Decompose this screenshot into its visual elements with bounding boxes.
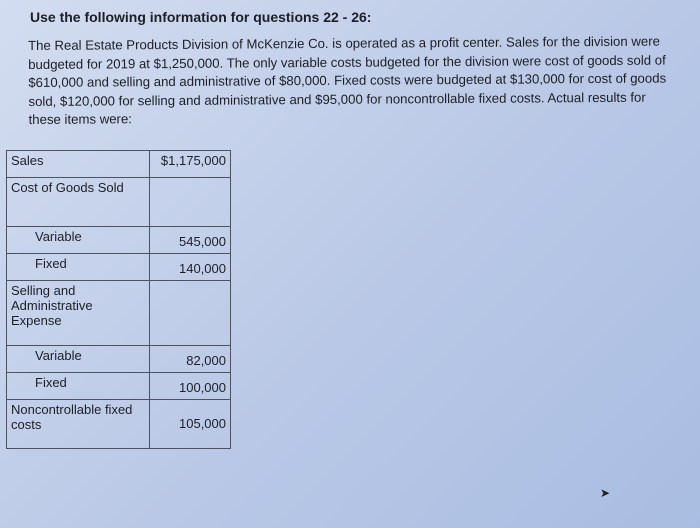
- table-row: [7, 373, 231, 400]
- sga-variable-label: Variable: [7, 346, 150, 373]
- sales-value: $1,175,000: [150, 151, 231, 178]
- cogs-variable-label: Variable: [7, 227, 150, 254]
- noncontrollable-label: Noncontrollable fixed costs: [7, 400, 150, 449]
- problem-paragraph: The Real Estate Products Division of McKenzie Co. is operated as a profit center. Sales for the division were budgeted for 2019 at $1,250,000. The only variable costs budgeted for the division were cost of goods sold of $610,000 and selling and administrative of $80,000. Fixed costs were budgeted at $130,000 for cost of goods sold, $120,000 for selling and administrative and $95,000 for noncontrollable fixed costs. Actual results for these items were:: [28, 33, 667, 127]
- sga-fixed-value: 100,000: [150, 373, 231, 400]
- cogs-fixed-label: Fixed: [7, 254, 150, 281]
- table-row: [7, 178, 231, 227]
- sga-label: Selling and Administrative Expense: [7, 281, 150, 346]
- table-row: [7, 281, 231, 346]
- sga-variable-value: 82,000: [150, 346, 231, 373]
- actual-results-table: [6, 150, 231, 449]
- table-row: [7, 227, 231, 254]
- table-row: [7, 151, 231, 178]
- table-row: [7, 254, 231, 281]
- cogs-label: Cost of Goods Sold: [7, 178, 150, 227]
- cogs-variable-value: 545,000: [150, 227, 231, 254]
- sga-value: [150, 281, 231, 346]
- mouse-pointer-icon: ➤: [600, 486, 611, 500]
- sales-label: Sales: [7, 151, 150, 178]
- heading: Use the following information for questions 22 - 26:: [30, 9, 372, 25]
- table-row: [7, 400, 231, 449]
- cogs-value: [150, 178, 231, 227]
- sga-fixed-label: Fixed: [7, 373, 150, 400]
- cogs-fixed-value: 140,000: [150, 254, 231, 281]
- noncontrollable-value: 105,000: [150, 400, 231, 449]
- table-row: [7, 346, 231, 373]
